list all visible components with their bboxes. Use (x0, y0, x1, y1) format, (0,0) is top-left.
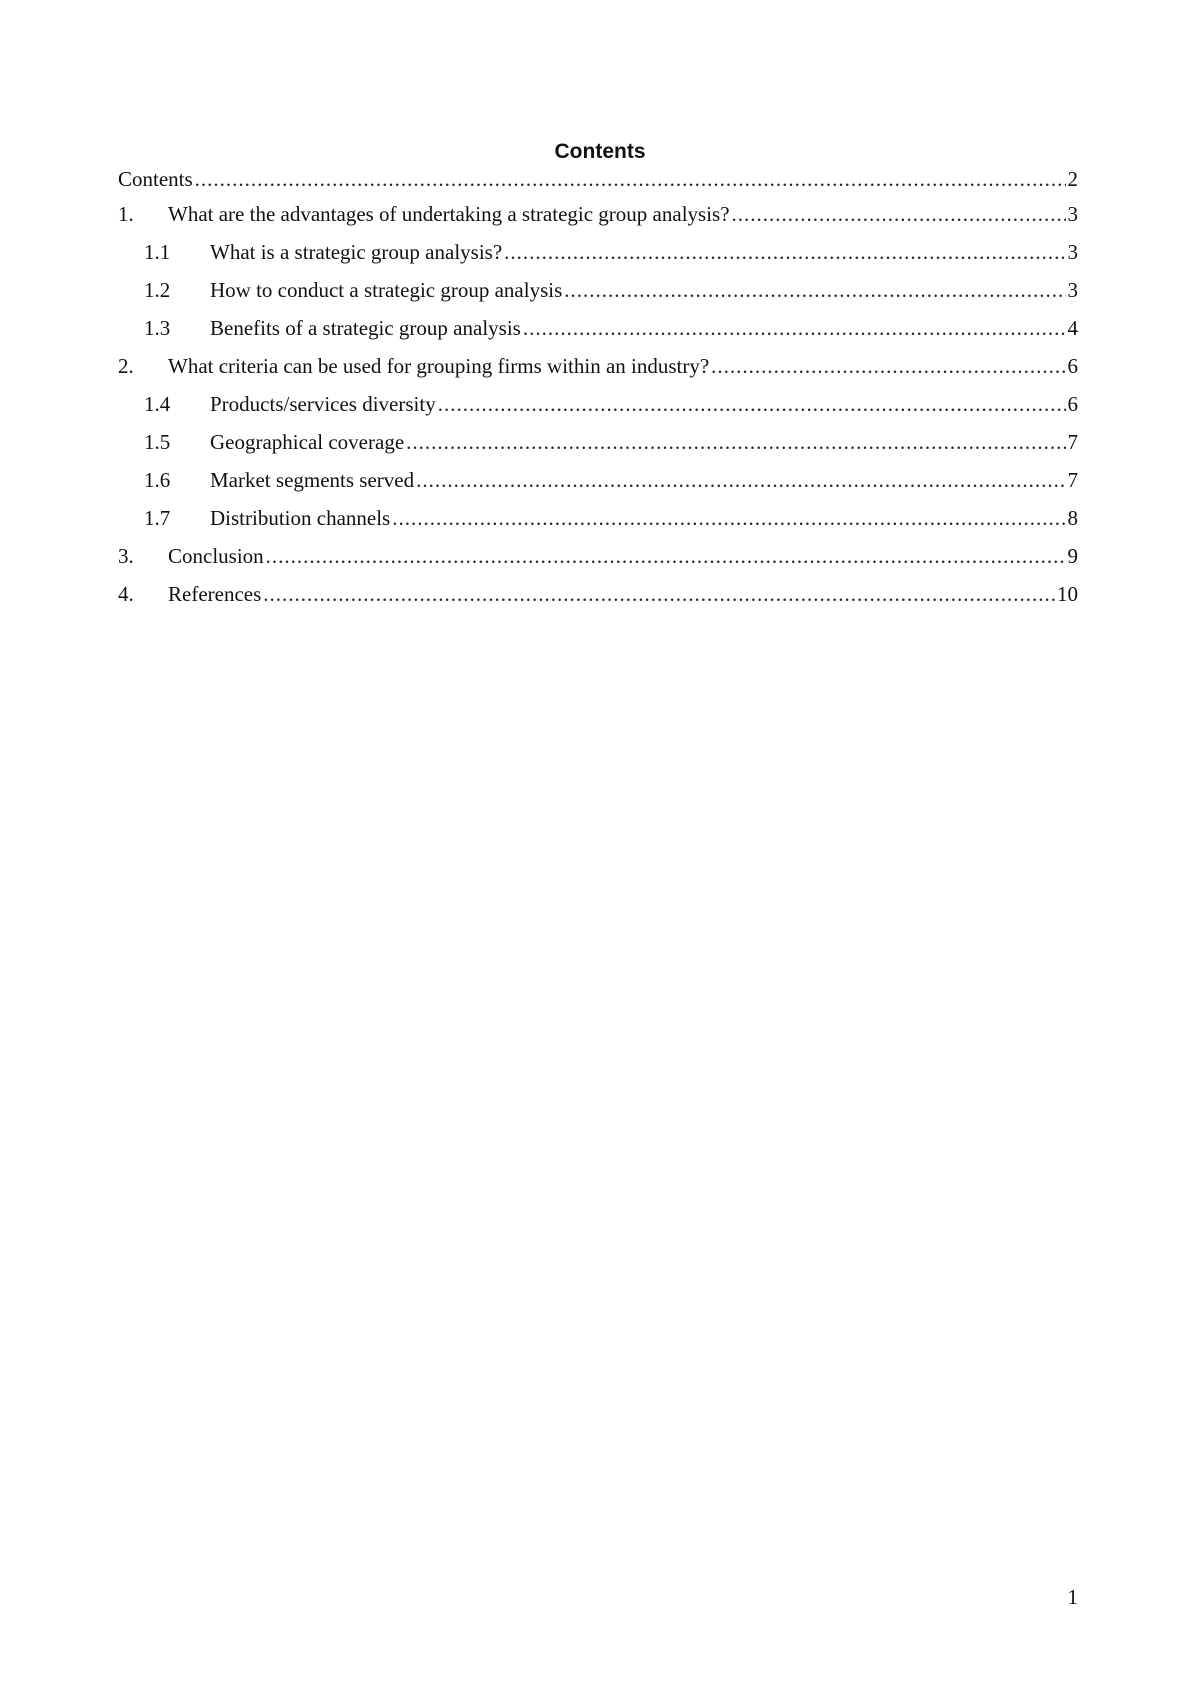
toc-entry[interactable] (118, 239, 1078, 277)
toc-entry[interactable] (118, 505, 1078, 543)
toc-dot-leader (195, 166, 1066, 192)
toc-entry-number: 2. (118, 354, 134, 378)
toc-entry-number: 1.1 (144, 240, 171, 264)
toc-entry-page: 8 (1067, 506, 1078, 530)
toc-entry-label: Conclusion (168, 544, 264, 568)
toc-entry-number: 1.5 (144, 430, 171, 454)
toc-dot-leader (564, 277, 1065, 303)
toc-entry-page: 3 (1067, 240, 1078, 264)
toc-entry-page: 6 (1067, 354, 1078, 378)
toc-entry-page: 10 (1057, 582, 1078, 606)
toc-entry-label: What criteria can be used for grouping firms within an industry? (168, 354, 710, 378)
toc-entry-page: 9 (1067, 544, 1078, 568)
toc-entry-number: 1. (118, 202, 134, 226)
toc-entry-page: 6 (1067, 392, 1078, 416)
toc-entry-number: 1.7 (144, 506, 171, 530)
toc-entry-label: Products/services diversity (210, 392, 436, 416)
toc-entry-label: Distribution channels (210, 506, 391, 530)
toc-dot-leader (523, 315, 1066, 341)
toc-entry[interactable] (118, 201, 1078, 239)
toc-entry-page: 7 (1067, 430, 1078, 454)
toc-entry[interactable] (118, 353, 1078, 391)
toc-entry-number: 1.4 (144, 392, 171, 416)
toc-entry[interactable] (118, 543, 1078, 581)
toc-entry-number: 1.2 (144, 278, 171, 302)
toc-entry-page: 4 (1067, 316, 1078, 340)
toc-dot-leader (732, 201, 1066, 227)
toc-entry[interactable] (118, 166, 1078, 201)
toc-entry-number: 3. (118, 544, 134, 568)
toc-entry[interactable] (118, 391, 1078, 429)
toc-entry-label: How to conduct a strategic group analysis (210, 278, 563, 302)
toc-entry-page: 3 (1067, 202, 1078, 226)
toc-entry-label: What is a strategic group analysis? (210, 240, 503, 264)
toc-dot-leader (263, 581, 1055, 607)
toc-entry-number: 4. (118, 582, 134, 606)
toc-dot-leader (438, 391, 1066, 417)
toc-dot-leader (406, 429, 1065, 455)
toc-entry[interactable] (118, 467, 1078, 505)
toc-entry-label: Contents (118, 167, 193, 191)
toc-entry-page: 2 (1067, 167, 1078, 191)
toc-dot-leader (711, 353, 1065, 379)
footer-page-number: 1 (1067, 1585, 1078, 1609)
toc-dot-leader (266, 543, 1066, 569)
toc-entry[interactable] (118, 315, 1078, 353)
toc-entry-number: 1.6 (144, 468, 171, 492)
toc-entry-page: 7 (1067, 468, 1078, 492)
toc-entry-label: Market segments served (210, 468, 415, 492)
toc-entry-number: 1.3 (144, 316, 171, 340)
toc-entry[interactable] (118, 429, 1078, 467)
toc-dot-leader (416, 467, 1065, 493)
toc-entry-label: Benefits of a strategic group analysis (210, 316, 521, 340)
toc-entry-page: 3 (1067, 278, 1078, 302)
toc-dot-leader (392, 505, 1065, 531)
toc-entry[interactable] (118, 581, 1078, 619)
toc-heading: Contents (554, 140, 646, 163)
toc-entry[interactable] (118, 277, 1078, 315)
toc-entry-label: References (168, 582, 262, 606)
toc-entry-label: What are the advantages of undertaking a strategic group analysis? (168, 202, 730, 226)
toc-entry-label: Geographical coverage (210, 430, 405, 454)
table-of-contents (118, 166, 1078, 619)
toc-dot-leader (504, 239, 1065, 265)
